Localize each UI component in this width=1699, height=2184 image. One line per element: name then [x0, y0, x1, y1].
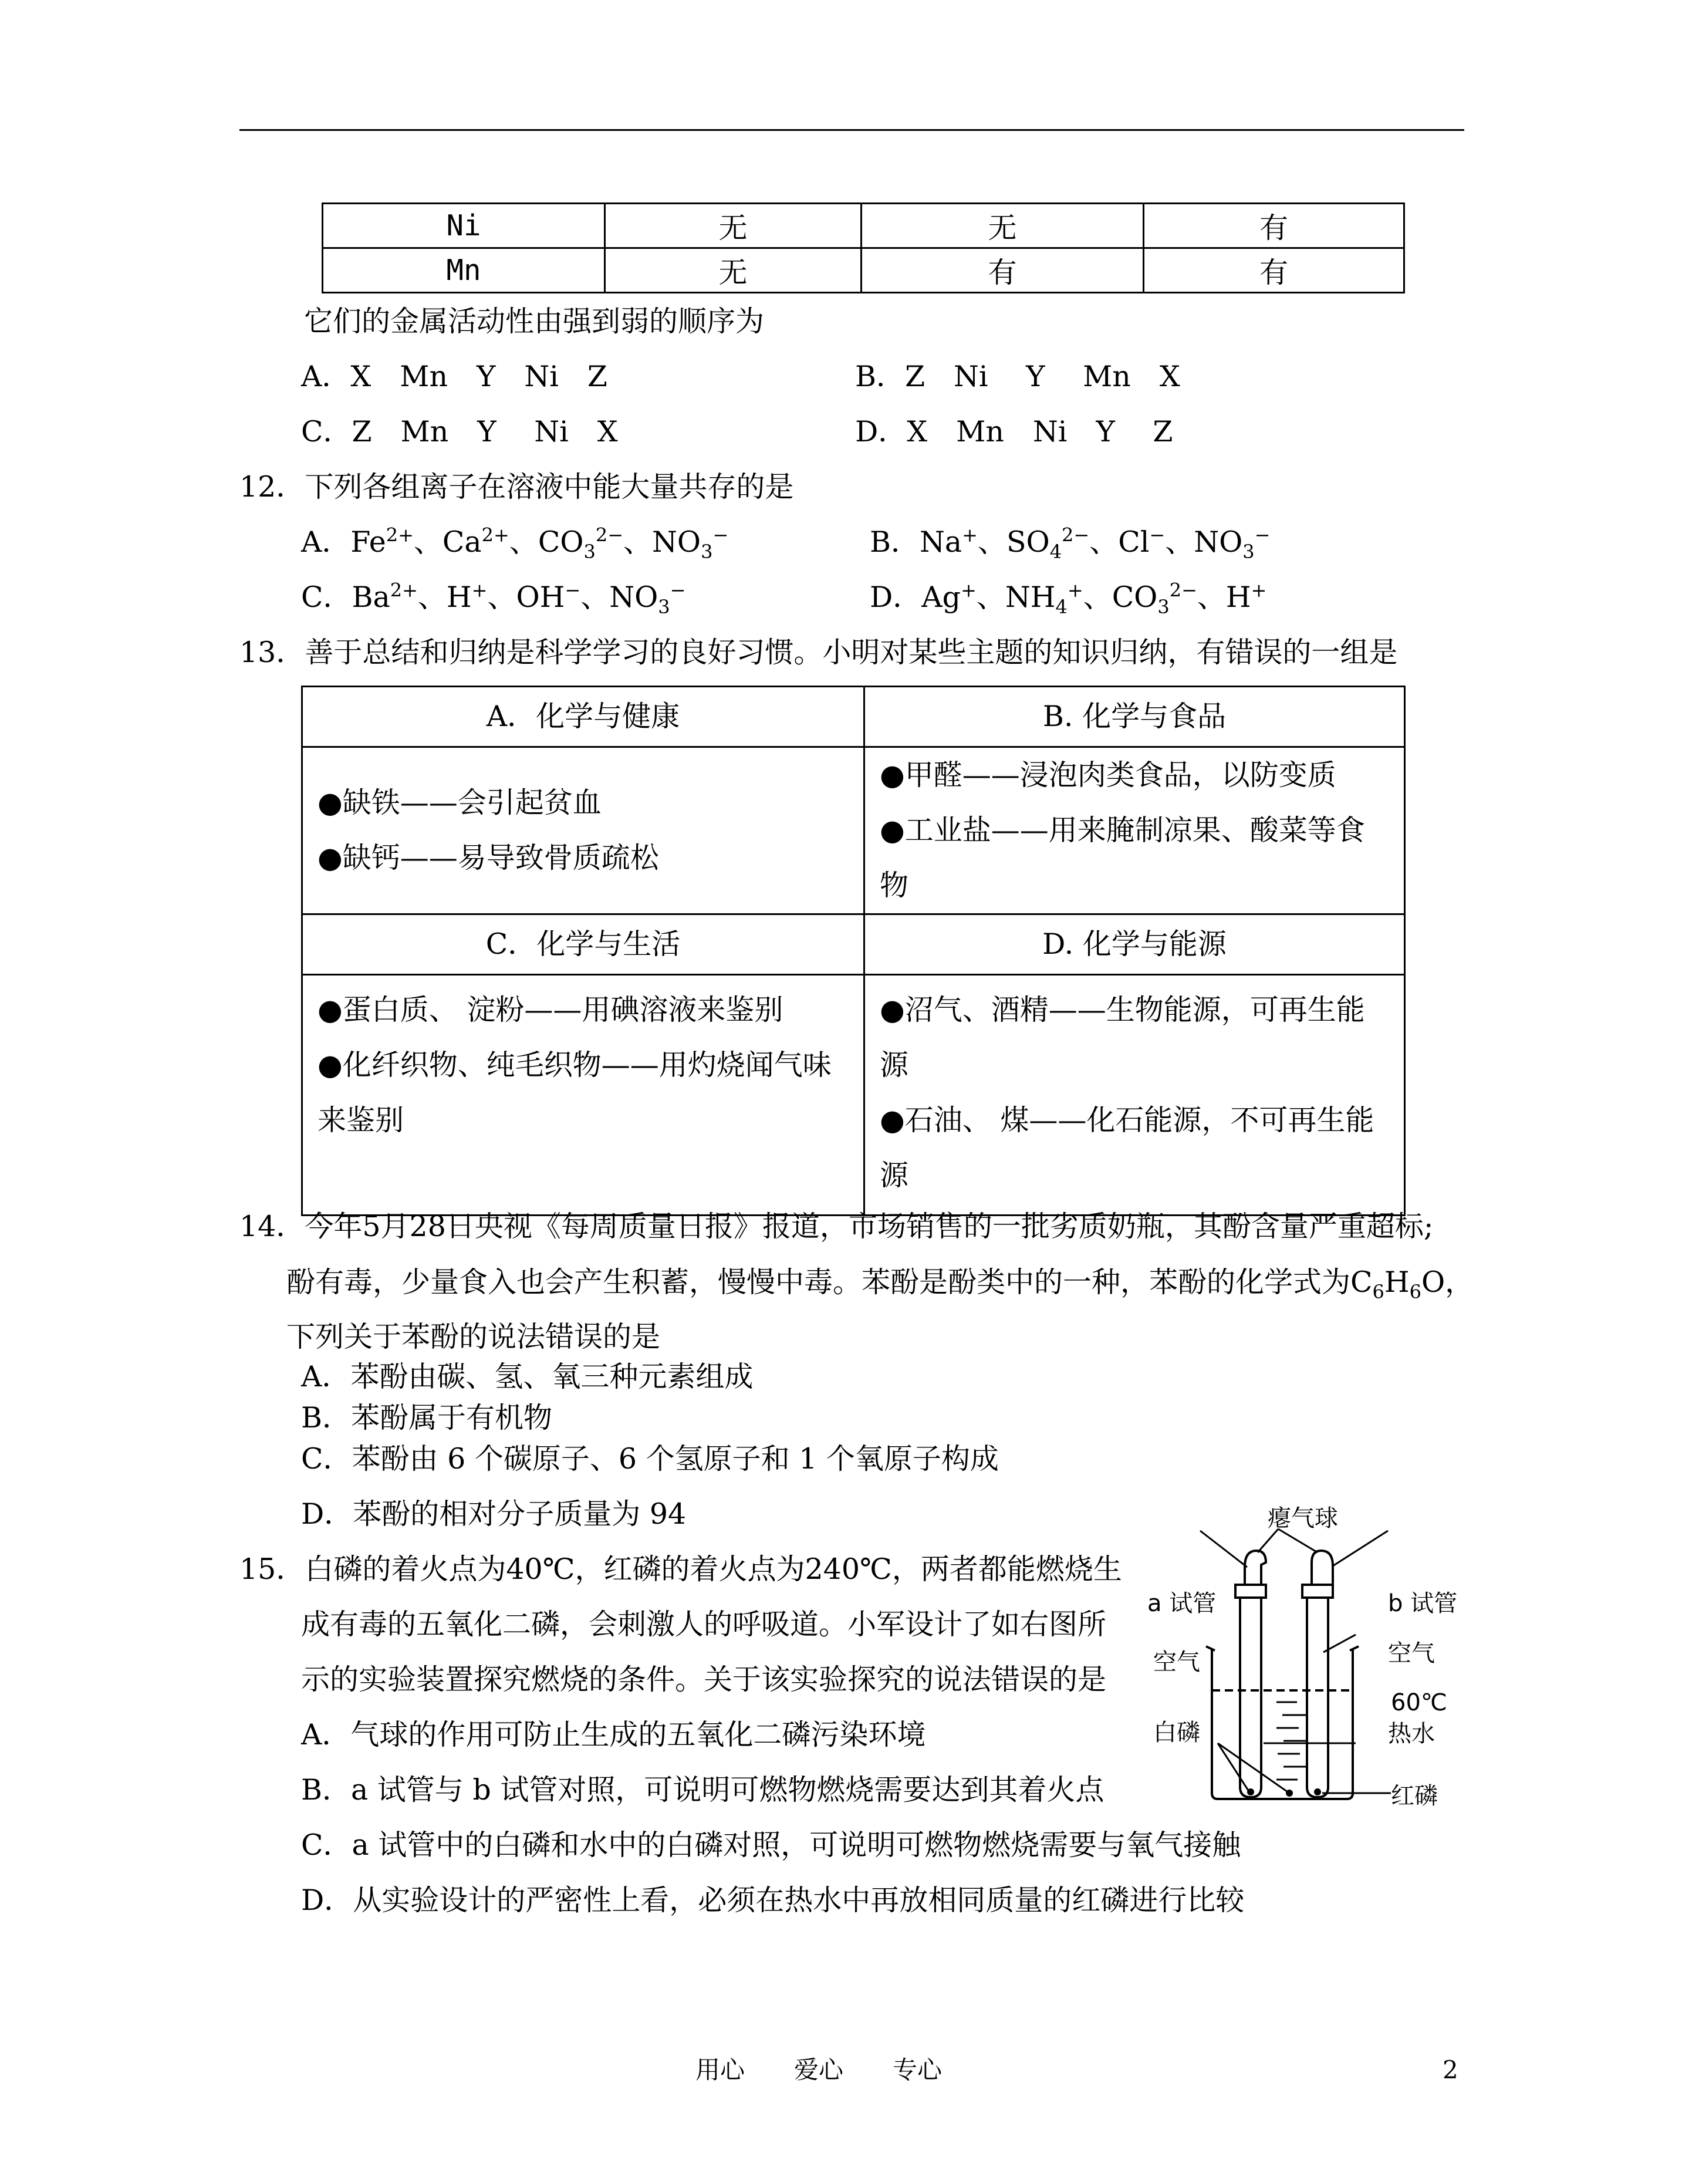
balloon-a-icon: [1245, 1551, 1266, 1585]
metal-cell: Ni: [323, 204, 605, 248]
result-cell: 无: [605, 204, 862, 248]
q11-option-b[interactable]: B．Z Ni Y Mn X: [855, 360, 1180, 393]
label-tube-a: a 试管: [1147, 1590, 1217, 1617]
q11-option-d[interactable]: D．X Mn Ni Y Z: [855, 415, 1173, 448]
label-white-phosphorus: 白磷: [1153, 1719, 1200, 1746]
b-line2: ●工业盐——用来腌制凉果、酸菜等食物: [880, 813, 1365, 902]
table-row: [323, 204, 1404, 248]
metal-cell: Mn: [323, 248, 605, 293]
phenol-formula: $C_6H_6O$: [1350, 1265, 1445, 1303]
a-line1: ●缺铁——会引起贫血: [317, 786, 602, 819]
result-cell: 有: [862, 248, 1144, 293]
cell-c-head: C．化学与生活: [302, 914, 864, 975]
label-hot-water: 热水: [1388, 1720, 1435, 1747]
cell-d-body: [864, 975, 1405, 1216]
result-cell: 无: [605, 248, 862, 293]
q14-option-b[interactable]: B．苯酚属于有机物: [301, 1401, 553, 1434]
cell-b-body: [864, 747, 1405, 914]
c-line2: ●化纤织物、纯毛织物——用灼烧闻气味来鉴别: [317, 1048, 832, 1137]
q14-option-c[interactable]: C．苯酚由 6 个碳原子、6 个氢原子和 1 个氧原子构成: [301, 1442, 999, 1476]
q11-option-a[interactable]: A．X Mn Y Ni Z: [301, 360, 607, 393]
q12-option-c[interactable]: C．$Ba^{2+}$、H+、OH−、$NO_3^-$: [301, 579, 686, 618]
cell-a-body: [302, 747, 864, 914]
table-row: [323, 248, 1404, 293]
q12-question: [239, 470, 793, 505]
b-line1: ●甲醛——浸泡肉类食品，以防变质: [880, 758, 1336, 792]
header-rule: [239, 129, 1464, 131]
q14-line3: 下列关于苯酚的说法错误的是: [286, 1320, 661, 1353]
q14-option-d[interactable]: D．苯酚的相对分子质量为 94: [301, 1497, 687, 1531]
q12-option-d[interactable]: D．Ag+、$NH_4^+$、$CO_3^{2-}$、H+: [870, 579, 1267, 618]
q12-stem: 下列各组离子在溶液中能大量共存的是: [305, 470, 794, 504]
label-red-phosphorus: 红磷: [1391, 1783, 1438, 1810]
label-air-right: 空气: [1388, 1640, 1435, 1667]
q14-line2: 酚有毒，少量食入也会产生积蓄，慢慢中毒。苯酚是酚类中的一种，苯酚的化学式为$C_6H_6O$，: [286, 1265, 1474, 1303]
d-line2: ●石油、 煤——化石能源，不可再生能源: [880, 1103, 1374, 1192]
q15-option-c[interactable]: C．a 试管中的白磷和水中的白磷对照，可说明可燃物燃烧需要与氧气接触: [301, 1828, 1241, 1862]
q14-line1: 14．今年5月28日央视《每周质量日报》报道，市场销售的一批劣质奶瓶，其酚含量严重超标;: [239, 1210, 1434, 1243]
cell-a-head: A．化学与健康: [302, 687, 864, 747]
white-phosphorus-water-icon: [1286, 1790, 1293, 1797]
q11-option-c[interactable]: C．Z Mn Y Ni X: [301, 415, 618, 448]
result-cell: 无: [862, 204, 1144, 248]
label-tube-b: b 试管: [1388, 1590, 1458, 1617]
tube-b-icon: [1307, 1596, 1328, 1797]
cell-b-head: B. 化学与食品: [864, 687, 1405, 747]
result-cell: 有: [1144, 248, 1404, 293]
q15-option-a[interactable]: A．气球的作用可防止生成的五氧化二磷污染环境: [301, 1718, 926, 1751]
cell-d-head: D. 化学与能源: [864, 914, 1405, 975]
cell-c-body: [302, 975, 864, 1216]
beaker-icon: [1212, 1649, 1353, 1799]
question-number: 13．: [239, 636, 305, 669]
footer-motto: 用心 爱心 专心: [695, 2055, 943, 2084]
question-number: 14．: [239, 1210, 305, 1243]
c-line1: ●蛋白质、 淀粉——用碘溶液来鉴别: [317, 993, 783, 1027]
question-number: 12．: [239, 470, 305, 504]
q15-line2: 成有毒的五氧化二磷，会刺激人的呼吸道。小军设计了如右图所: [301, 1608, 1107, 1641]
question-number: 15．: [239, 1552, 305, 1586]
q14-option-a[interactable]: A．苯酚由碳、氢、氧三种元素组成: [301, 1360, 754, 1393]
white-phosphorus-icon: [1247, 1788, 1254, 1795]
q12-option-b[interactable]: B．Na+、$SO_4^{2-}$、Cl−、$NO_3^-$: [870, 524, 1271, 563]
d-line1: ●沼气、酒精——生物能源，可再生能源: [880, 993, 1365, 1082]
q13-stem: 善于总结和归纳是科学学习的良好习惯。小明对某些主题的知识归纳，有错误的一组是: [305, 636, 1398, 669]
q11-stem: 它们的金属活动性由强到弱的顺序为: [304, 305, 765, 338]
q12-option-a[interactable]: A．$Fe^{2+}$、$Ca^{2+}$、$CO_3^{2-}$、$NO_3^-$: [301, 524, 729, 563]
a-line2: ●缺钙——易导致骨质疏松: [317, 841, 659, 875]
label-air-left: 空气: [1153, 1649, 1200, 1676]
q13-question: [239, 635, 1397, 670]
q13-table: [301, 686, 1406, 1216]
label-temp: 60℃: [1391, 1689, 1447, 1716]
result-cell: 有: [1144, 204, 1404, 248]
metal-table: [322, 202, 1405, 293]
red-phosphorus-icon: [1314, 1788, 1321, 1795]
q15-line3: 示的实验装置探究燃烧的条件。关于该实验探究的说法错误的是: [301, 1663, 1107, 1696]
q15-option-d[interactable]: D．从实验设计的严密性上看，必须在热水中再放相同质量的红磷进行比较: [301, 1883, 1245, 1917]
q15-line1: 15．白磷的着火点为40℃，红磷的着火点为240℃，两者都能燃烧生: [239, 1552, 1122, 1586]
balloon-b-icon: [1312, 1551, 1333, 1585]
label-balloon: 瘪气球: [1268, 1505, 1338, 1532]
page-number: 2: [1443, 2055, 1458, 2084]
q15-option-b[interactable]: B．a 试管与 b 试管对照，可说明可燃物燃烧需要达到其着火点: [301, 1773, 1104, 1807]
